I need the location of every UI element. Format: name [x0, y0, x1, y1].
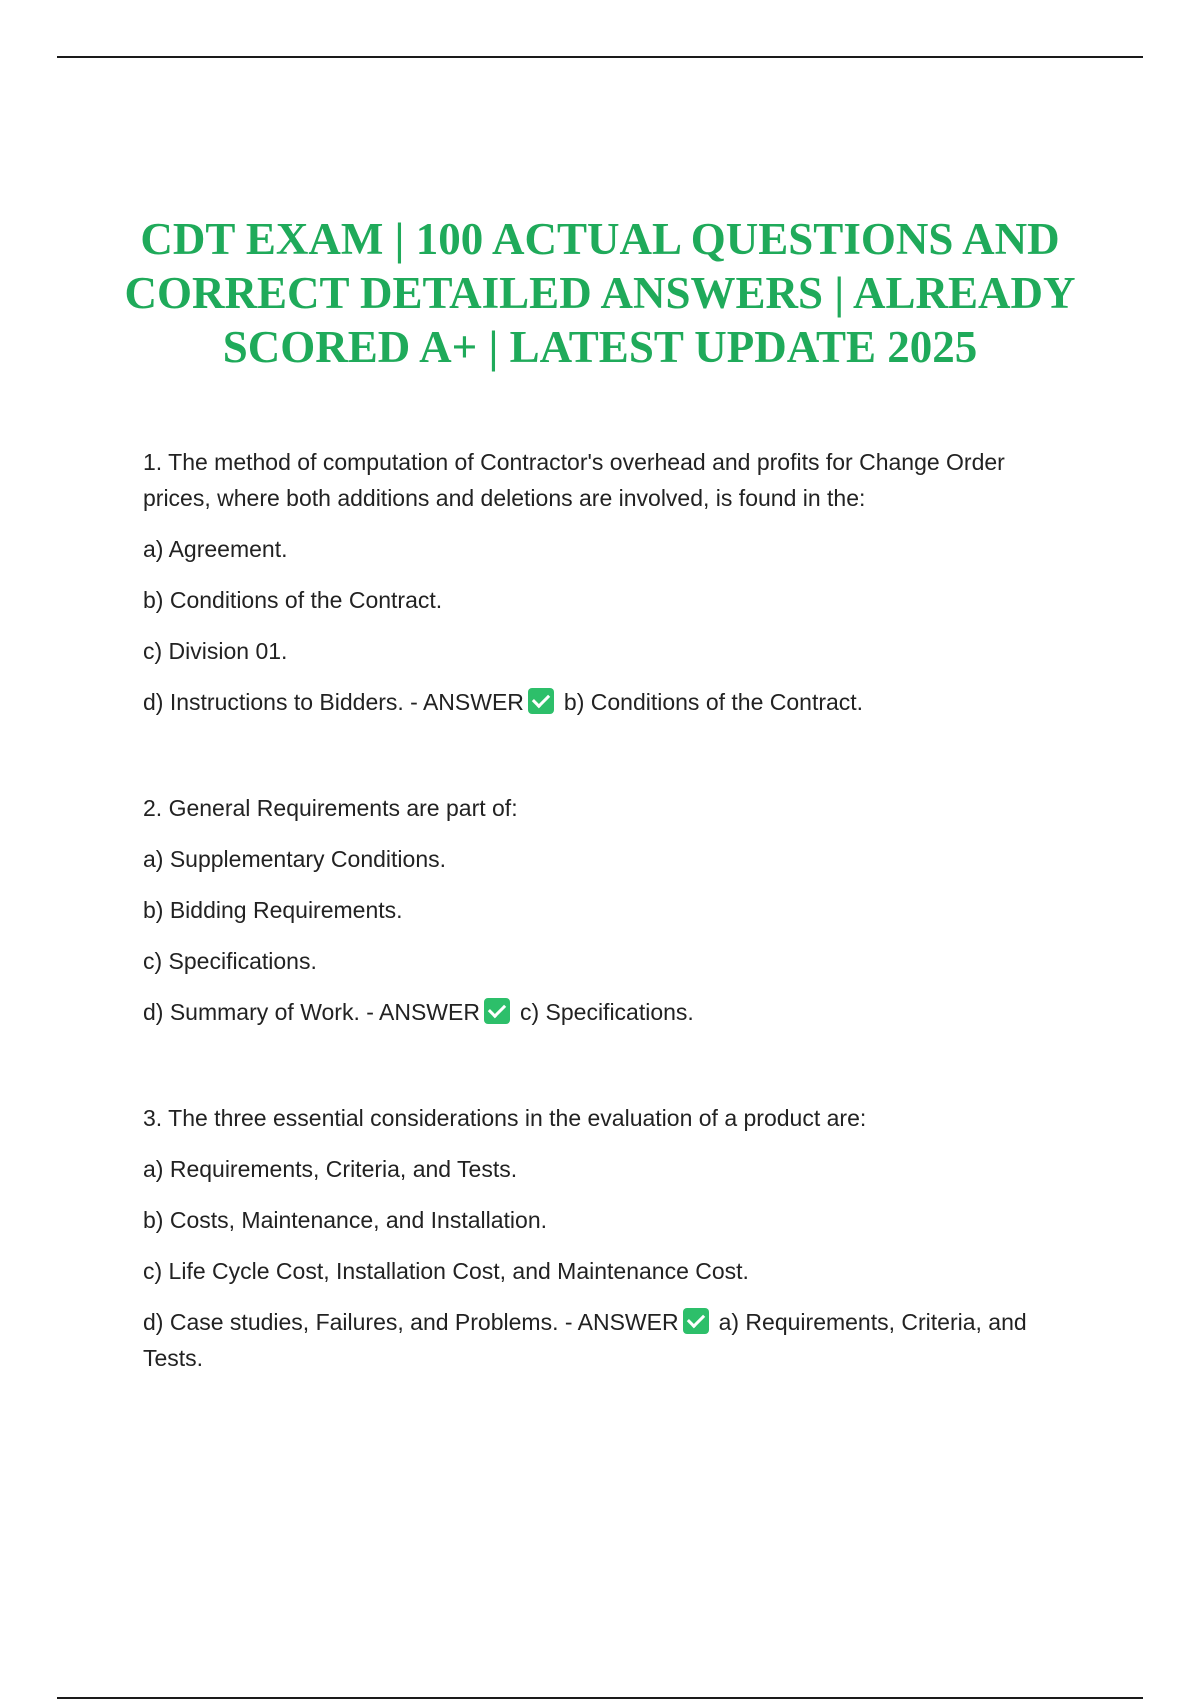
option-a: a) Agreement. — [143, 536, 288, 562]
answer-text: a) Requirements, Criteria, and Tests. — [143, 1309, 1027, 1371]
option-d: d) Case studies, Failures, and Problems. - ANSWER — [143, 1309, 679, 1335]
option-d: d) Summary of Work. - ANSWER — [143, 999, 480, 1025]
option-b: b) Bidding Requirements. — [143, 897, 403, 923]
question-3 — [143, 1100, 1063, 1376]
option-d-with-answer — [143, 1304, 1063, 1376]
question-text: 2. General Requirements are part of: — [143, 795, 518, 821]
answer-text: b) Conditions of the Contract. — [563, 689, 864, 715]
option-a: a) Supplementary Conditions. — [143, 846, 446, 872]
option-d: d) Instructions to Bidders. - ANSWER — [143, 689, 524, 715]
question-1 — [143, 444, 1063, 720]
question-list — [143, 444, 1063, 1376]
question-text: 3. The three essential considerations in the evaluation of a product are: — [143, 1105, 867, 1131]
option-a: a) Requirements, Criteria, and Tests. — [143, 1156, 518, 1182]
question-2 — [143, 790, 1063, 1030]
check-mark-icon — [683, 1308, 709, 1334]
option-d-with-answer — [143, 994, 1063, 1030]
bottom-rule — [57, 1697, 1143, 1699]
option-b: b) Costs, Maintenance, and Installation. — [143, 1207, 548, 1233]
document-title: CDT EXAM | 100 ACTUAL QUESTIONS AND CORRECT DETAILED ANSWERS | ALREADY SCORED A+ | LATEST UPDATE 2025 — [124, 214, 1076, 372]
option-c: c) Life Cycle Cost, Installation Cost, and Maintenance Cost. — [143, 1258, 749, 1284]
option-c: c) Specifications. — [143, 948, 317, 974]
top-rule — [57, 56, 1143, 58]
answer-text: c) Specifications. — [519, 999, 694, 1025]
check-mark-icon — [528, 688, 554, 714]
option-b: b) Conditions of the Contract. — [143, 587, 443, 613]
question-text: 1. The method of computation of Contractor's overhead and profits for Change Order prices, where both additions and deletions are involved, is found in the: — [143, 449, 1005, 511]
check-mark-icon — [484, 998, 510, 1024]
option-d-with-answer — [143, 684, 1063, 720]
option-c: c) Division 01. — [143, 638, 288, 664]
